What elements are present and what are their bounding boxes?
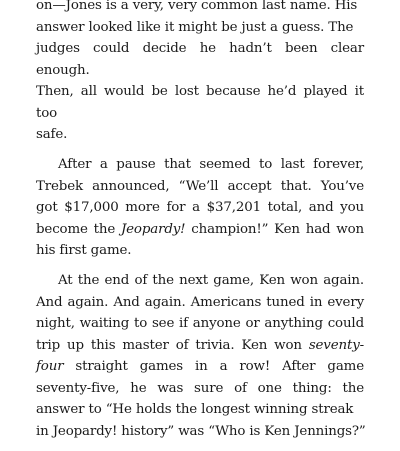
body-text — [36, 0, 364, 451]
paragraph-2-text-a: After a pause that seemed to last forever, Trebek announced, “We’ll accept that. You’ve got $17,000 more for a $37,201 total, and you become the — [36, 157, 364, 237]
paragraph-1-line-3: judges could decide he hadn’t been clear enough. — [36, 41, 364, 78]
paragraph-2-text-b: champion!” Ken had won his first game. — [36, 221, 364, 258]
paragraph-3-text-a: At the end of the next game, Ken won again. And again. And again. Americans tuned in every night, waiting to see if anyone or anything could trip up this master of trivia. Ken won — [36, 273, 364, 353]
paragraph-3 — [36, 270, 364, 442]
paragraph-1-line-2: answer looked like it might be just a guess. The — [36, 19, 354, 35]
show-title-jeopardy: Jeopardy! — [120, 221, 186, 237]
paragraph-1 — [36, 0, 364, 146]
paragraph-1-line-1: on—Jones is a very, very common last name. His — [36, 0, 358, 13]
paragraph-1-line-4: Then, all would be lost because he’d played it too — [36, 84, 364, 121]
emphasis-seventy-four: seventy-four — [36, 337, 364, 374]
paragraph-1-line-5: safe. — [36, 127, 68, 142]
paragraph-3-cut-line: in Jeopardy! history” was “Who is Ken Jennings?” — [36, 423, 366, 439]
paragraph-3-text-b: straight games in a row! After game seventy-five, he was sure of one thing: the answer to “He holds the longest winning streak — [36, 359, 364, 417]
paragraph-2 — [36, 154, 364, 262]
